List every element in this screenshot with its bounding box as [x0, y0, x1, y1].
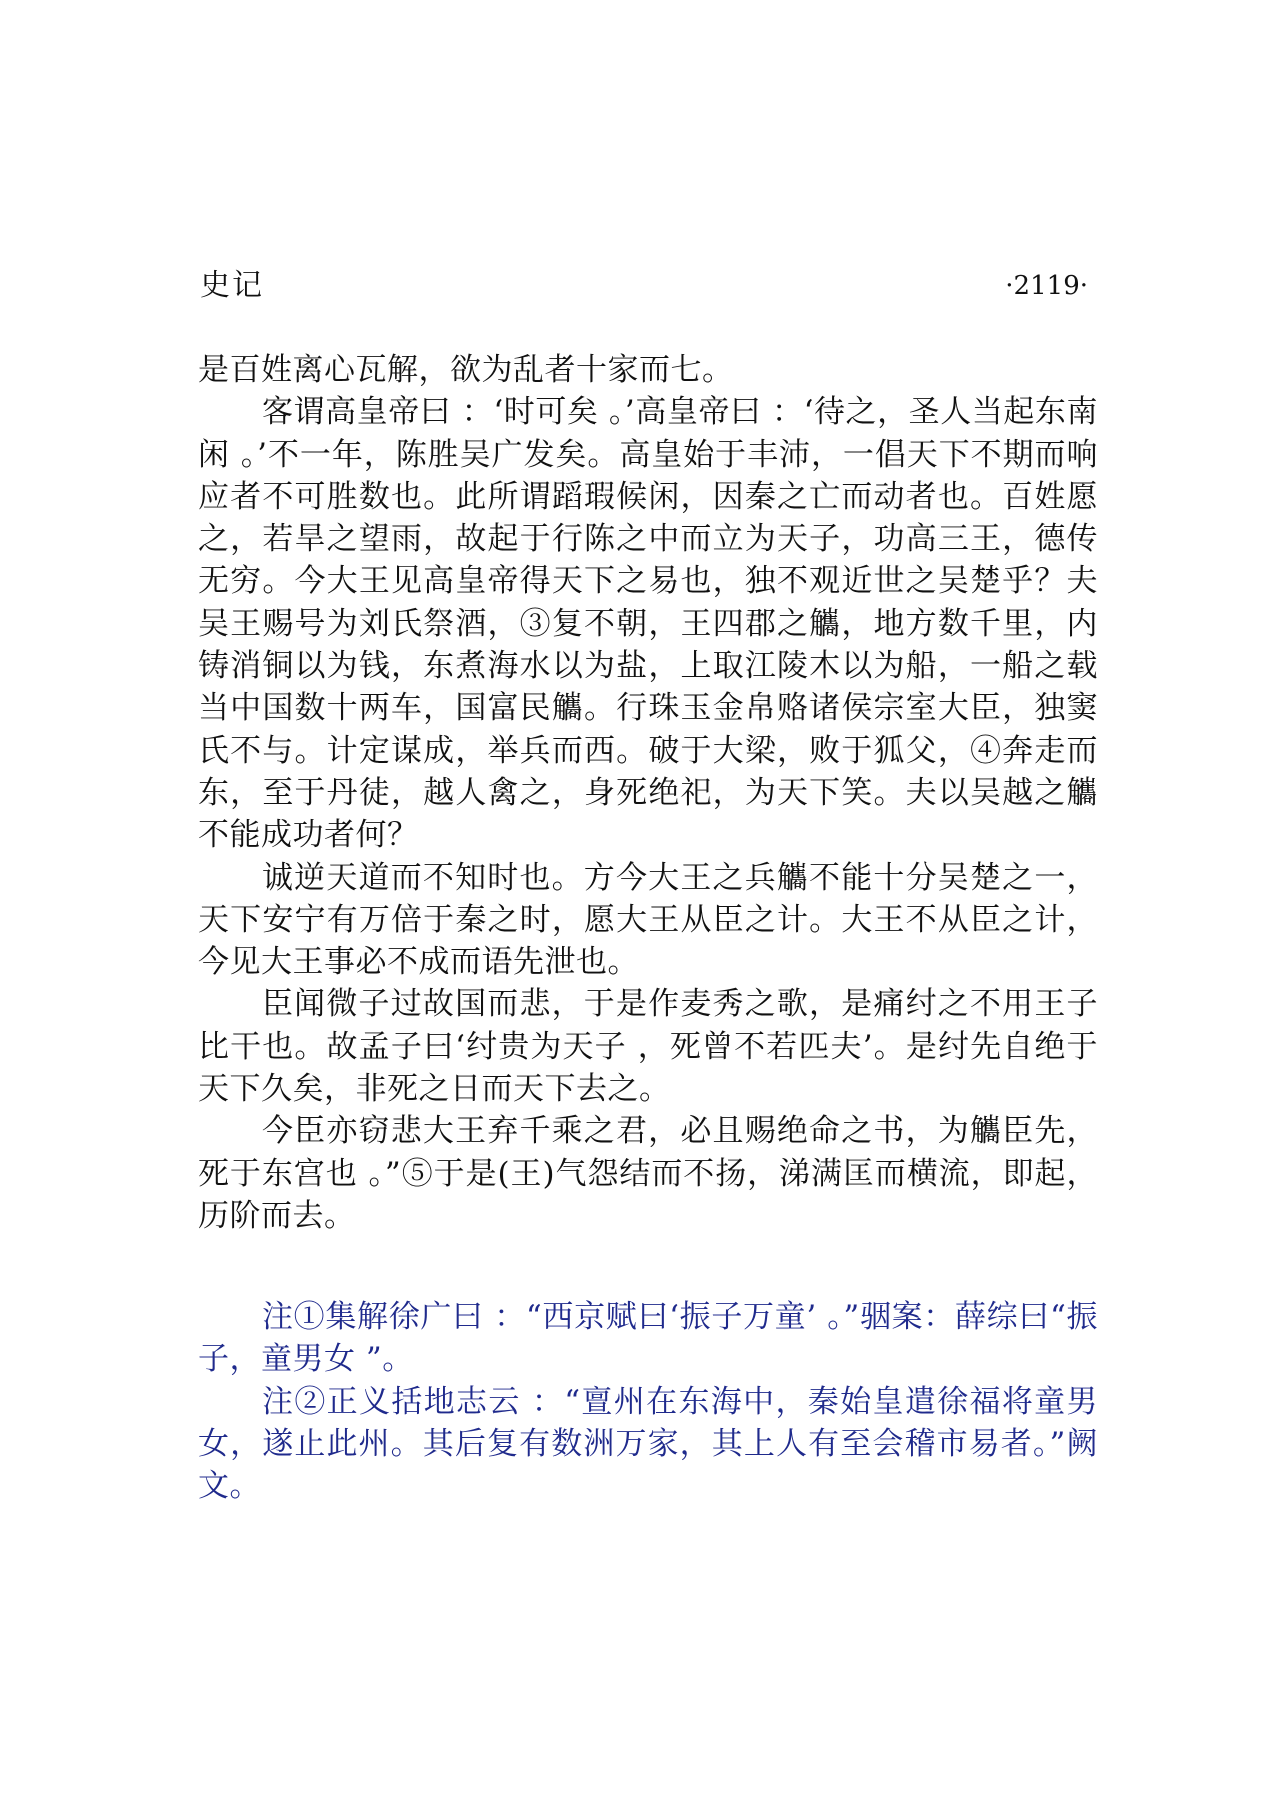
main-text	[198, 349, 1098, 1237]
footnotes	[198, 1296, 1098, 1507]
footnote: 注①集解徐广曰 ：“西京赋曰‘振子万童’ 。”骃案：薛综曰“振子，童男女 ”。	[198, 1299, 1098, 1378]
page-number: ·2119·	[1005, 271, 1088, 301]
paragraph: 臣闻微子过故国而悲，于是作麦秀之歌，是痛纣之不用王子比干也。故孟子曰‘纣贵为天子 ，死曾不若匹夫’。是纣先自绝于天下久矣，非死之日而天下去之。	[198, 986, 1098, 1108]
paragraph: 今臣亦窃悲大王弃千乘之君，必且赐绝命之书，为觿臣先，死于东宫也 。”⑤于是(王)气怨结而不扬，涕满匡而横流，即起，历阶而去。	[198, 1113, 1098, 1234]
paragraph: 诚逆天道而不知时也。方今大王之兵觿不能十分吴楚之一，天下安宁有万倍于秦之时，愿大王从臣之计。大王不从臣之计，今见大王事必不成而语先泄也。	[198, 859, 1098, 981]
book-title: 史记	[200, 268, 264, 303]
paragraph: 客谓高皇帝曰 ：‘时可矣 。’高皇帝曰 ：‘待之，圣人当起东南闲 。’不一年，陈胜吴广发矣。高皇始于丰沛，一倡天下不期而响应者不可胜数也。此所谓蹈瑕候闲，因秦之亡而动者也。百姓愿之，若旱之望雨，故起于行陈之中而立为天子，功高三王，德传无穷。今大王见高皇帝得天下之易也，独不观近世之吴楚乎？夫吴王赐号为刘氏祭酒，③复不朝，王四郡之觿，地方数千里，内铸消铜以为钱，东煮海水以为盐，上取江陵木以为船，一船之载当中国数十两车，国富民觿。行珠玉金帛赂诸侯宗室大臣，独窦氏不与。计定谋成，举兵而西。破于大梁，败于狐父，④奔走而东，至于丹徒，越人禽之，身死绝祀，为天下笑。夫以吴越之觿不能成功者何？	[198, 394, 1098, 854]
page-header	[200, 266, 1088, 306]
paragraph: 是百姓离心瓦解，欲为乱者十家而七。	[198, 352, 734, 388]
footnote: 注②正义括地志云 ：“亶州在东海中，秦始皇遣徐福将童男女，遂止此州。其后复有数洲万家，其上人有至会稽市易者。”阙文。	[198, 1383, 1098, 1505]
